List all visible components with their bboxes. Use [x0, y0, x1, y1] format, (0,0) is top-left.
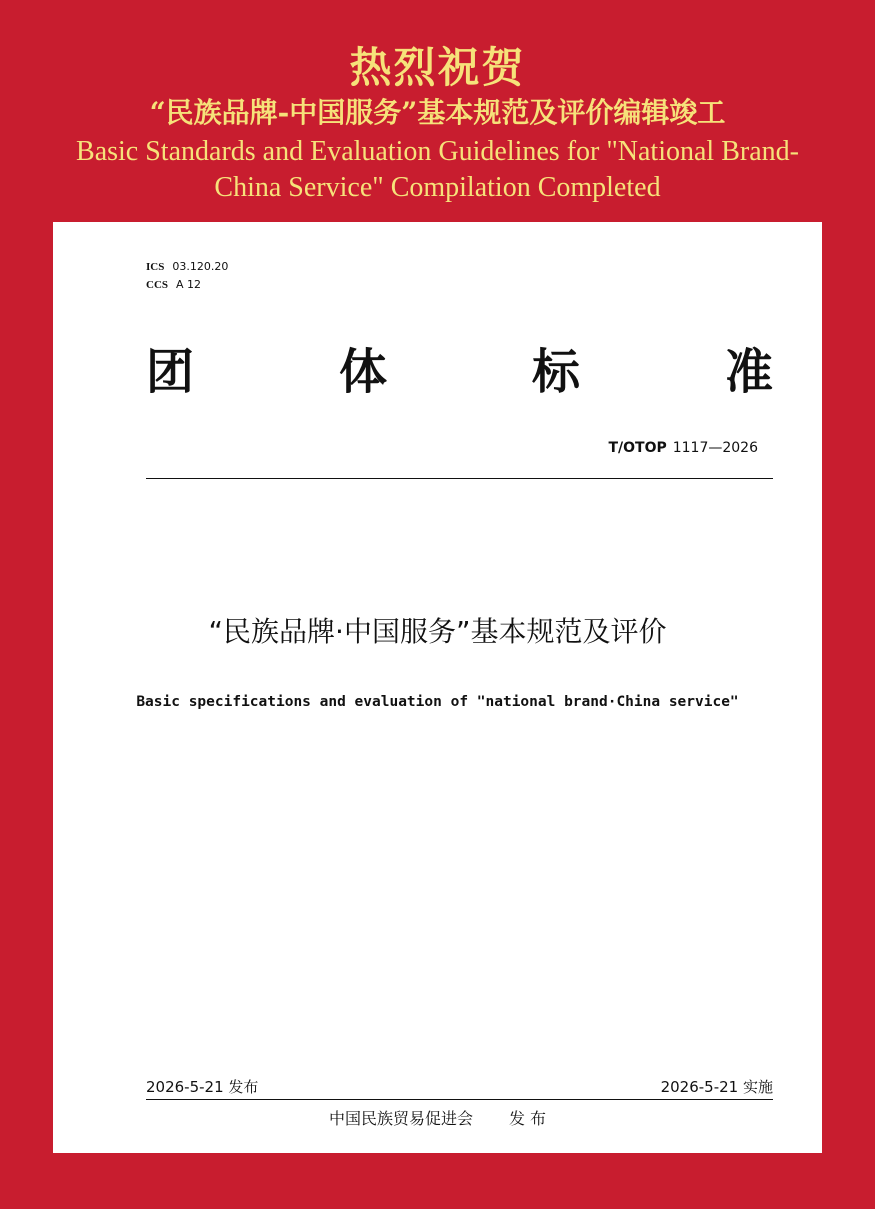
ics-value: 03.120.20	[172, 260, 229, 273]
publisher-name: 中国民族贸易促进会	[328, 1109, 473, 1128]
banner-subtitle-en: Basic Standards and Evaluation Guidelines for "National Brand-China Service" Compilation Completed	[76, 136, 799, 203]
document-title-cn: “民族品牌·中国服务”基本规范及评价	[208, 615, 667, 648]
group-standard-heading	[146, 342, 773, 402]
classification-codes	[146, 258, 228, 294]
heading-char-3: 标	[531, 344, 580, 400]
effective-date: 2026-5-21 实施	[660, 1078, 773, 1096]
ccs-label: CCS	[146, 279, 169, 291]
ics-code	[146, 258, 228, 276]
banner-title: 热烈祝贺	[349, 43, 526, 92]
heading-char-1: 团	[146, 344, 195, 400]
release-date: 2026-5-21 发布	[146, 1078, 259, 1096]
heading-char-4: 准	[724, 344, 773, 400]
standard-cover-page	[53, 222, 822, 1153]
heading-char-2: 体	[338, 344, 387, 400]
ccs-code	[146, 276, 228, 294]
footer-divider	[146, 1099, 773, 1100]
standard-number-value: 1117—2026	[672, 440, 758, 456]
standard-number	[608, 440, 758, 456]
publisher-line	[53, 1106, 822, 1129]
ccs-value: A 12	[176, 278, 202, 291]
standard-prefix: T/OTOP	[608, 440, 667, 456]
header-divider	[146, 478, 773, 479]
document-title-en: Basic specifications and evaluation of "national brand·China service"	[136, 694, 739, 710]
ics-label: ICS	[146, 261, 165, 273]
congratulation-banner	[0, 0, 875, 222]
banner-subtitle-cn: “民族品牌-中国服务”基本规范及评价编辑竣工	[149, 96, 726, 129]
publish-word: 发 布	[508, 1109, 547, 1128]
